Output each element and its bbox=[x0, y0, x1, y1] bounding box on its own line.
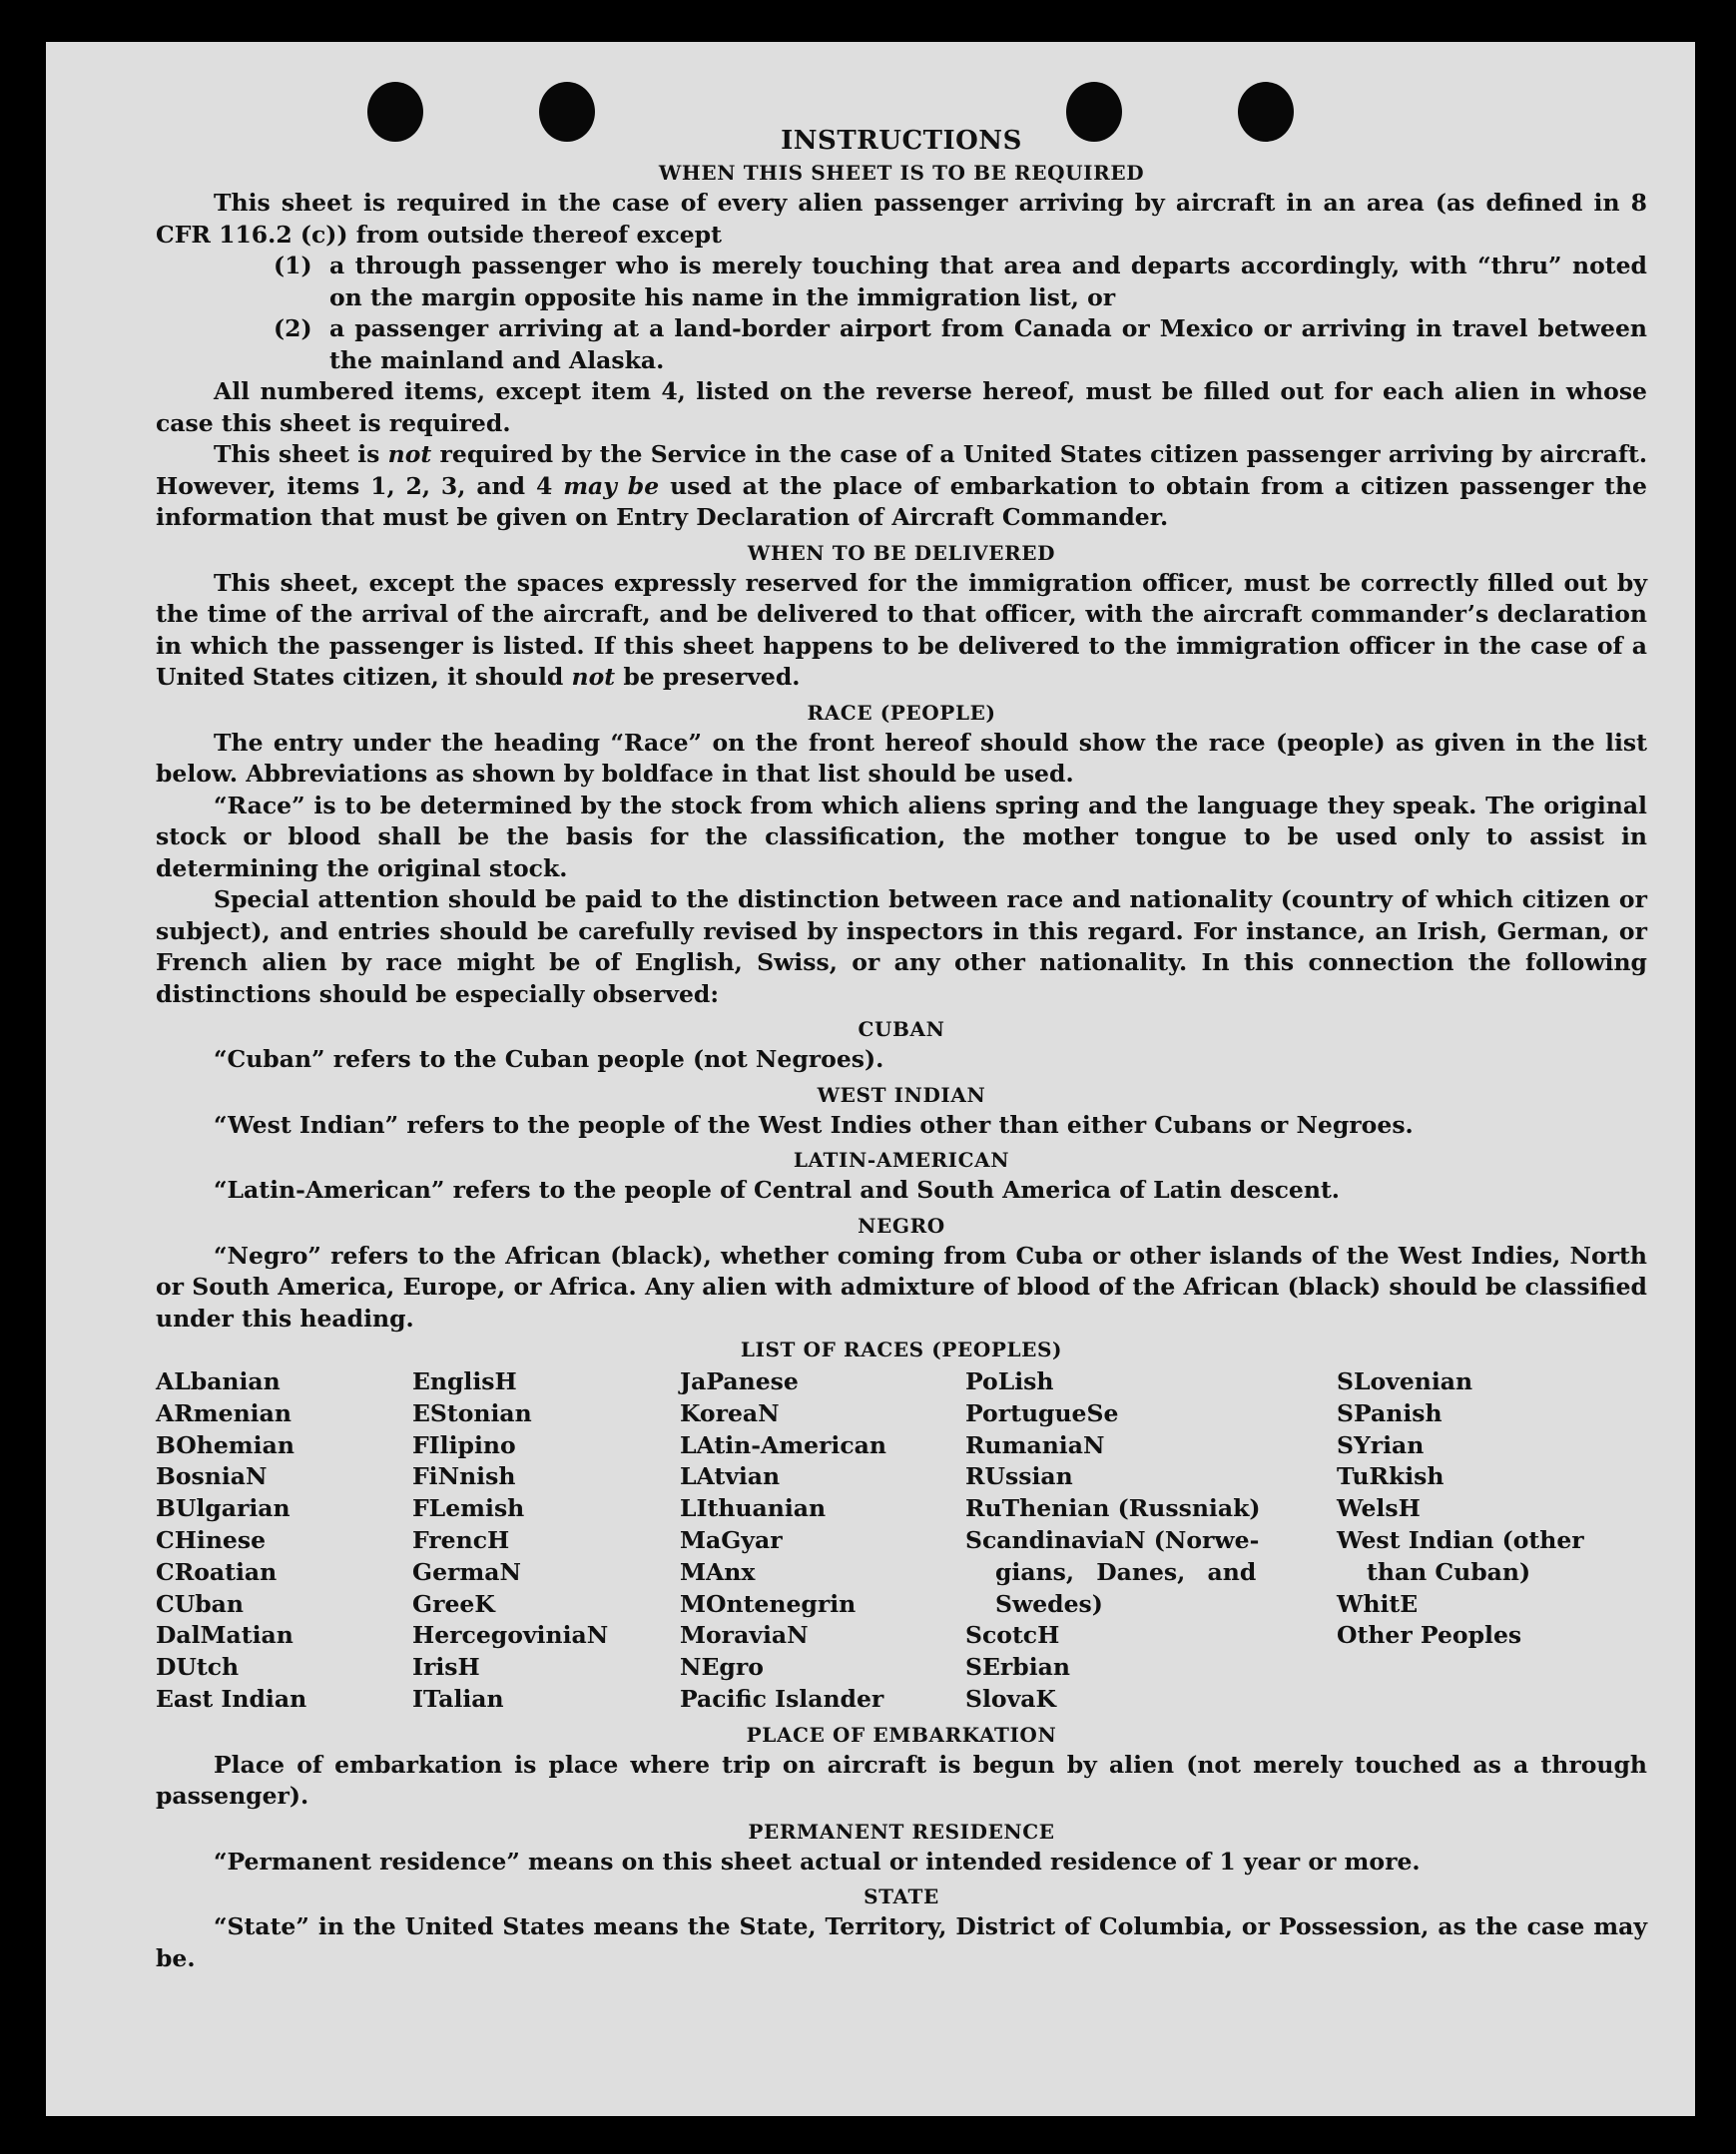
citizen-text: used at the place of embarkation to obtain from a citizen passenger the information that must be given on Entry Declaration of Aircraft Commander. bbox=[156, 471, 1648, 531]
section-heading-required: WHEN THIS SHEET IS TO BE REQUIRED bbox=[658, 161, 1145, 185]
delivered-text: be preserved. bbox=[623, 663, 801, 691]
race-entry-continued: Swedes) bbox=[995, 1589, 1103, 1618]
race-entry: KoreaN bbox=[680, 1398, 780, 1427]
delivered-emphasis: not bbox=[571, 663, 616, 691]
race-entry: SYrian bbox=[1337, 1430, 1425, 1459]
race-entry: SPanish bbox=[1337, 1398, 1443, 1427]
race-entry: DalMatian bbox=[156, 1621, 293, 1650]
required-intro: This sheet is required in the case of every alien passenger arriving by aircraft in an area (as defined in 8 CFR 116.2 (c)) from outside thereof except bbox=[156, 189, 1647, 249]
section-heading-delivered: WHEN TO BE DELIVERED bbox=[747, 540, 1056, 565]
race-entry: PortugueSe bbox=[965, 1398, 1119, 1427]
race-entry: WelsH bbox=[1337, 1494, 1421, 1523]
races-list-heading: LIST OF RACES (PEOPLES) bbox=[740, 1338, 1063, 1361]
race-entry: GermaN bbox=[412, 1557, 521, 1586]
race-entry: DUtch bbox=[156, 1653, 240, 1682]
race-entry: EStonian bbox=[412, 1398, 532, 1427]
race-entry: CRoatian bbox=[156, 1557, 278, 1586]
race-entry: ScandinaviaN (Norwe- bbox=[965, 1525, 1260, 1554]
definition-heading: CUBAN bbox=[858, 1017, 945, 1041]
citizen-text: This sheet is bbox=[214, 440, 380, 468]
races-column bbox=[156, 1366, 412, 1716]
race-entry: LAtvian bbox=[680, 1462, 781, 1491]
races-column bbox=[1337, 1366, 1596, 1716]
race-entry: RuThenian (Russniak) bbox=[965, 1494, 1261, 1523]
race-entry: TuRkish bbox=[1337, 1462, 1445, 1491]
race-entry: JaPanese bbox=[680, 1367, 799, 1395]
citizen-emphasis: may be bbox=[563, 471, 660, 500]
exception-number: (2) bbox=[274, 314, 312, 342]
race-entry: GreeK bbox=[412, 1589, 495, 1618]
race-entry: RumaniaN bbox=[965, 1430, 1105, 1459]
race-entry: Pacific Islander bbox=[680, 1684, 884, 1713]
citizen-emphasis: not bbox=[387, 440, 432, 468]
exception-item bbox=[274, 251, 1647, 313]
definition-heading: WEST INDIAN bbox=[817, 1082, 986, 1107]
state-paragraph: “State” in the United States means the State, Territory, District of Columbia, or Possession, as the case may be. bbox=[156, 1912, 1647, 1972]
races-column bbox=[412, 1366, 680, 1716]
race-entry: FrencH bbox=[412, 1525, 510, 1554]
document-page bbox=[46, 42, 1695, 2116]
race-entry: IrisH bbox=[412, 1653, 480, 1682]
section-heading-residence: PERMANENT RESIDENCE bbox=[748, 1819, 1055, 1844]
race-entry: SErbian bbox=[965, 1653, 1070, 1682]
citizen-text: required by the Service in the case of a United States citizen passenger arriving by aircraft. However, items 1, 2, 3, and 4 bbox=[156, 440, 1648, 500]
race-paragraph: Special attention should be paid to the distinction between race and nationality (country of which citizen or subject), and entries should be carefully revised by inspectors in this regard. For instance, an Irish, German, or French alien by race might be of English, Swiss, or any other nationality. In this connection the following distinctions should be especially observed: bbox=[156, 885, 1647, 1008]
race-entry: Other Peoples bbox=[1337, 1621, 1522, 1650]
citizen-paragraph bbox=[156, 439, 1647, 534]
race-entry: EnglisH bbox=[412, 1367, 517, 1395]
definition-text: “West Indian” refers to the people of the West Indies other than either Cubans or Negroes. bbox=[214, 1110, 1414, 1139]
exception-number: (1) bbox=[274, 252, 312, 279]
section-heading-embarkation: PLACE OF EMBARKATION bbox=[746, 1722, 1057, 1747]
numbered-items-paragraph: All numbered items, except item 4, listed on the reverse hereof, must be filled out for each alien in whose case this sheet is required. bbox=[156, 377, 1647, 437]
exception-text: a passenger arriving at a land-border airport from Canada or Mexico or arriving in travel between the mainland and Alaska. bbox=[329, 314, 1647, 374]
embarkation-paragraph: Place of embarkation is place where trip on aircraft is begun by alien (not merely touched as a through passenger). bbox=[156, 1750, 1647, 1811]
races-column bbox=[965, 1366, 1271, 1716]
race-entry: ITalian bbox=[412, 1684, 504, 1713]
definition-heading: NEGRO bbox=[858, 1213, 945, 1238]
race-entry: East Indian bbox=[156, 1684, 307, 1713]
race-entry: ALbanian bbox=[156, 1367, 281, 1395]
definition-text: “Latin-American” refers to the people of Central and South America of Latin descent. bbox=[214, 1176, 1340, 1204]
section-heading-race: RACE (PEOPLE) bbox=[807, 700, 996, 725]
page-title: INSTRUCTIONS bbox=[781, 126, 1022, 156]
race-entry: ScotcH bbox=[965, 1621, 1060, 1650]
race-entry: BOhemian bbox=[156, 1430, 294, 1459]
instructions-body bbox=[156, 124, 1647, 1974]
race-entry: HercegoviniaN bbox=[412, 1621, 609, 1650]
race-entry: LAtin-American bbox=[680, 1430, 886, 1459]
race-paragraph: The entry under the heading “Race” on the front hereof should show the race (people) as given in the list below. Abbreviations as shown by boldface in that list should be used. bbox=[156, 728, 1647, 788]
race-entry: ARmenian bbox=[156, 1398, 291, 1427]
delivered-paragraph bbox=[156, 568, 1647, 694]
section-heading-state: STATE bbox=[864, 1885, 939, 1909]
race-entry-continued: than Cuban) bbox=[1367, 1557, 1531, 1586]
race-entry: LIthuanian bbox=[680, 1494, 827, 1523]
race-entry: FLemish bbox=[412, 1494, 525, 1523]
race-entry: WhitE bbox=[1337, 1589, 1419, 1618]
race-paragraph: “Race” is to be determined by the stock from which aliens spring and the language they speak. The original stock or blood shall be the basis for the classification, the mother tongue to be used only to assist in determining the original stock. bbox=[156, 791, 1647, 882]
race-entry: FIlipino bbox=[412, 1430, 516, 1459]
exception-text: a through passenger who is merely touching that area and departs accordingly, with “thru” noted on the margin opposite his name in the immigration list, or bbox=[329, 252, 1647, 311]
race-entry: CHinese bbox=[156, 1525, 267, 1554]
race-entry: RUssian bbox=[965, 1462, 1073, 1491]
race-entry: BosniaN bbox=[156, 1462, 268, 1491]
race-entry: CUban bbox=[156, 1589, 244, 1618]
definition-text: “Cuban” refers to the Cuban people (not Negroes). bbox=[214, 1045, 884, 1073]
delivered-text: This sheet, except the spaces expressly reserved for the immigration officer, must be correctly filled out by the time of the arrival of the aircraft, and be delivered to that officer, with the aircraft commander’s declaration in which the passenger is listed. If this sheet happens to be delivered to the immigration officer in the case of a United States citizen, it should bbox=[156, 568, 1647, 691]
race-entry: SLovenian bbox=[1337, 1367, 1473, 1395]
race-entry: MoraviaN bbox=[680, 1621, 809, 1650]
race-entry-continued: gians, Danes, and bbox=[995, 1557, 1257, 1586]
race-entry: MaGyar bbox=[680, 1525, 783, 1554]
race-entry: MAnx bbox=[680, 1557, 756, 1586]
race-entry: MOntenegrin bbox=[680, 1589, 857, 1618]
races-list bbox=[156, 1366, 1647, 1716]
race-entry: West Indian (other bbox=[1337, 1525, 1584, 1554]
race-entry: FiNnish bbox=[412, 1462, 516, 1491]
race-entry: BUlgarian bbox=[156, 1494, 290, 1523]
exception-item bbox=[274, 313, 1647, 376]
definition-heading: LATIN-AMERICAN bbox=[793, 1148, 1010, 1172]
races-column bbox=[680, 1366, 965, 1716]
residence-paragraph: “Permanent residence” means on this sheet actual or intended residence of 1 year or more. bbox=[214, 1847, 1421, 1876]
race-entry: PoLish bbox=[965, 1367, 1054, 1395]
definition-text: “Negro” refers to the African (black), whether coming from Cuba or other islands of the West Indies, North or South America, Europe, or Africa. Any alien with admixture of blood of the African (black) should be classified under this heading. bbox=[156, 1241, 1647, 1333]
race-entry: SlovaK bbox=[965, 1684, 1056, 1713]
race-entry: NEgro bbox=[680, 1653, 764, 1682]
